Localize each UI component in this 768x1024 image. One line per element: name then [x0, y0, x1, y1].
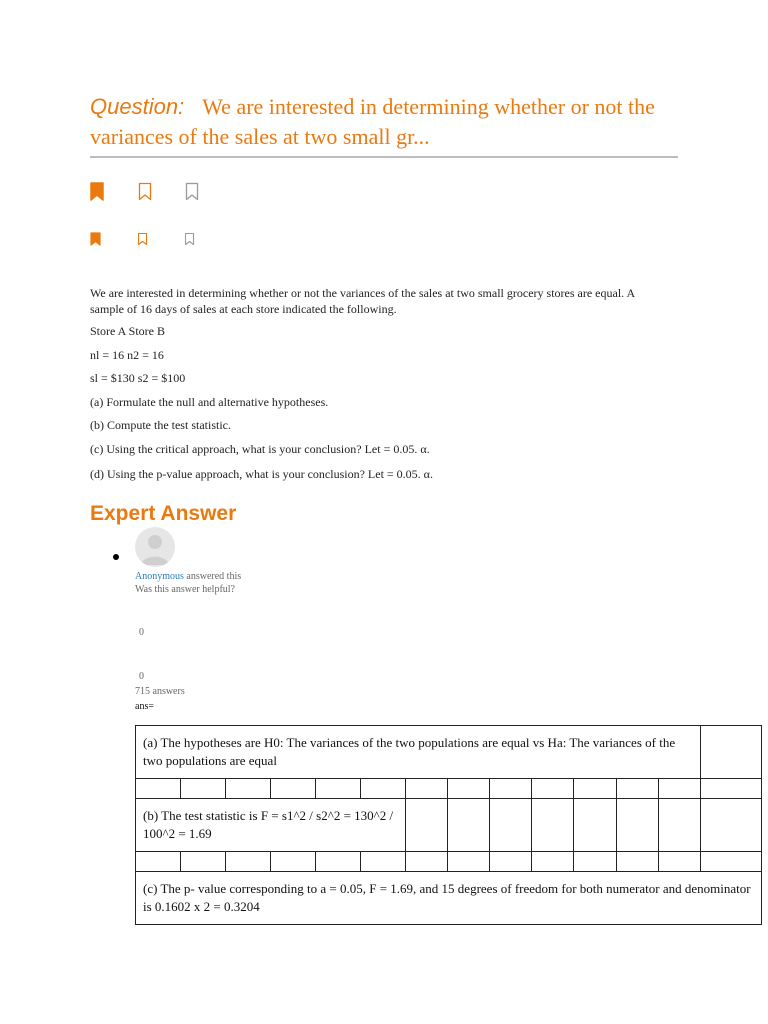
answer-cell-a: (a) The hypotheses are H0: The variances of the two populations are equal vs Ha: The variances of the two populations are equal: [136, 726, 701, 779]
question-line: (c) Using the critical approach, what is your conclusion? Let = 0.05. α.: [90, 442, 430, 456]
table-cell: [700, 726, 761, 779]
answer-cell-b: (b) The test statistic is F = s1^2 / s2^2 = 130^2 / 100^2 = 1.69: [136, 799, 406, 852]
question-label: Question:: [90, 94, 185, 119]
user-silhouette-icon: [135, 527, 175, 567]
bookmark-row-large: [90, 182, 199, 201]
answer-table: [135, 725, 762, 925]
question-line: (d) Using the p-value approach, what is your conclusion? Let = 0.05. α.: [90, 467, 433, 481]
question-line: sl = $130 s2 = $100: [90, 371, 186, 385]
question-intro: We are interested in determining whether or not the variances of the sales at two small grocery stores are equal. A sample of 16 days of sales at each store indicated the following.: [90, 286, 635, 316]
question-line: (b) Compute the test statistic.: [90, 418, 231, 432]
avatar[interactable]: [135, 527, 175, 567]
table-row: [136, 852, 762, 872]
expert-answer-heading: Expert Answer: [90, 502, 237, 525]
helpful-question: Was this answer helpful?: [135, 584, 235, 595]
bookmark-outline-gray-icon[interactable]: [184, 232, 195, 246]
bookmark-outline-gray-icon[interactable]: [185, 182, 199, 201]
answer-cell-c: (c) The p- value corresponding to a = 0.05, F = 1.69, and 15 degrees of freedom for both numerator and denominator is 0.1602 x 2 = 0.3204: [136, 872, 762, 925]
bookmark-row-small: [90, 232, 195, 246]
question-line: (a) Formulate the null and alternative hypotheses.: [90, 395, 329, 409]
bookmark-filled-icon[interactable]: [90, 232, 101, 246]
header-divider: [90, 156, 678, 158]
author-link[interactable]: Anonymous: [135, 571, 184, 582]
table-row: [136, 779, 762, 799]
table-row: [136, 872, 762, 925]
question-title-text: We are interested in determining whether or not the variances of the sales at two small gr...: [90, 94, 655, 149]
bookmark-filled-icon[interactable]: [90, 182, 104, 201]
question-line: nl = 16 n2 = 16: [90, 348, 164, 362]
question-line: Store A Store B: [90, 324, 166, 338]
downvote-count[interactable]: 0: [139, 671, 144, 682]
bookmark-outline-icon[interactable]: [137, 232, 148, 246]
answer-prefix: ans=: [135, 701, 154, 712]
table-row: [136, 726, 762, 779]
answer-meta: [135, 571, 241, 582]
table-row: [136, 799, 762, 852]
question-title: [90, 92, 690, 152]
answered-text: answered this: [186, 571, 242, 582]
bookmark-outline-icon[interactable]: [138, 182, 152, 201]
upvote-count[interactable]: 0: [139, 627, 144, 638]
answers-count: 715 answers: [135, 686, 185, 697]
list-bullet: [113, 554, 119, 560]
